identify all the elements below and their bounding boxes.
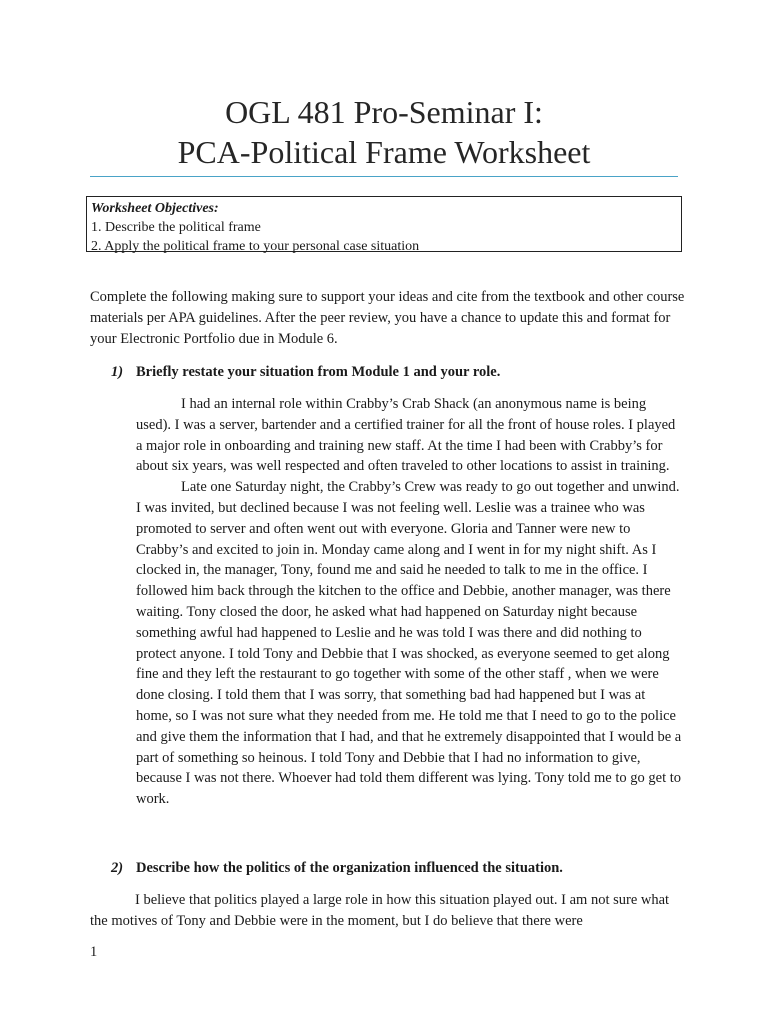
- answer-paragraph: I had an internal role within Crabby’s Crab Shack (an anonymous name is being used). I was a server, bartender and a certified trainer for all the front of house roles. I played a major role in onboarding and training new staff. At the time I had been with Crabby’s for about six years, was well respected and often traveled to other locations to assist in training.: [136, 396, 676, 475]
- question-text: Describe how the politics of the organization influenced the situation.: [136, 860, 563, 876]
- page-number: 1: [90, 944, 98, 960]
- objective-item: 2. Apply the political frame to your personal case situation: [91, 239, 420, 254]
- title-divider: [90, 176, 678, 177]
- title-line-1: OGL 481 Pro-Seminar I:: [225, 94, 543, 130]
- intro-paragraph: Complete the following making sure to support your ideas and cite from the textbook and other course materials per APA guidelines. After the peer review, you have a chance to update this and format for your Electronic Portfolio due in Module 6.: [90, 289, 685, 347]
- question-text: Briefly restate your situation from Module 1 and your role.: [136, 364, 501, 380]
- page-title: [90, 92, 678, 172]
- title-line-2: PCA-Political Frame Worksheet: [177, 134, 591, 170]
- objective-item: 1. Describe the political frame: [91, 220, 261, 235]
- answer-paragraph: I believe that politics played a large role in how this situation played out. I am not sure what the motives of Tony and Debbie were in the moment, but I do believe that there were: [90, 892, 670, 929]
- answer-paragraph: Late one Saturday night, the Crabby’s Crew was ready to go out together and unwind. I was invited, but declined because I was not feeling well. Leslie was a trainee who was promoted to server and often went out with everyone. Gloria and Tanner were new to Crabby’s and excited to join in. Monday came along and I went in for my night shift. As I clocked in, the manager, Tony, found me and said he needed to talk to me in the office. I followed him back through the kitchen to the office and Debbie, another manager, was there waiting. Tony closed the door, he asked what had happened on Saturday night because something awful had happened to Leslie and he was told I was there and did nothing to protect anyone. I told Tony and Debbie that I was shocked, as everyone seemed to get along fine and they left the restaurant to go together with some of the other staff , when we were done closing. I told them that I was sorry, that something bad had happened but I was at home, so I was not sure what they needed from me. He told me that I need to go to the police and give them the information that I had, and that he extremely disappointed that I would be a part of something so heinous. I told Tony and Debbie that I had no information to give, because I was not there. Whoever had told them different was lying. Tony told me to go get to work.: [136, 479, 682, 808]
- question-number: 2): [111, 860, 124, 876]
- objectives-box: [86, 196, 682, 252]
- answer-2: [90, 890, 682, 932]
- objectives-heading: Worksheet Objectives:: [91, 201, 219, 216]
- answer-1: [136, 394, 684, 810]
- question-number: 1): [111, 364, 124, 380]
